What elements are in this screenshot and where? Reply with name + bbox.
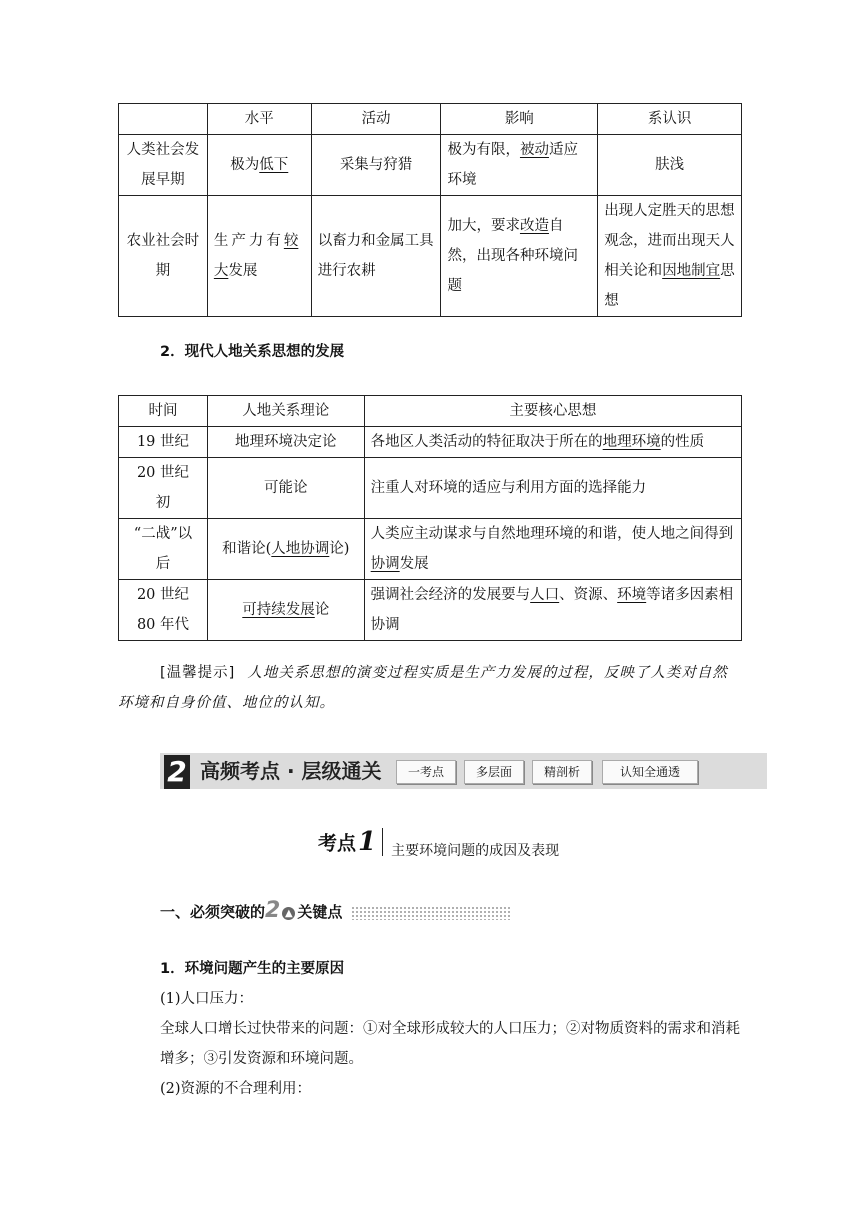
table-human-land-ancient bbox=[118, 103, 742, 317]
table-cell: 肤浅 bbox=[598, 135, 742, 196]
cell-text: 人类应主动谋求与自然地理环境的和谐，使人地之间得到 bbox=[370, 526, 734, 542]
underlined-text: 较大 bbox=[213, 233, 299, 279]
table-cell: 20 世纪初 bbox=[119, 458, 208, 519]
keypoints-prefix: 一、必须突破的 bbox=[160, 903, 266, 921]
table-cell: 农业社会时期 bbox=[119, 196, 208, 317]
table-header-cell: 主要核心思想 bbox=[364, 396, 741, 427]
kaodian-number: 1 bbox=[358, 827, 377, 857]
cell-text: 自然，出现各种环境问题 bbox=[447, 218, 578, 294]
kaodian-divider bbox=[382, 828, 383, 856]
table-cell: 可能论 bbox=[207, 458, 364, 519]
table-cell bbox=[364, 427, 741, 458]
underlined-text: 人口 bbox=[530, 587, 560, 603]
table-header-row bbox=[119, 104, 742, 135]
cell-text: 论 bbox=[314, 602, 330, 618]
cell-text: 发展 bbox=[399, 556, 429, 572]
table-modern-theories bbox=[118, 395, 742, 641]
banner-tag: 一考点 bbox=[396, 760, 456, 784]
table-cell bbox=[207, 580, 364, 641]
cell-text: 极为有限， bbox=[447, 142, 520, 158]
banner-tag: 多层面 bbox=[464, 760, 524, 784]
tip-paragraph bbox=[118, 658, 742, 718]
table-cell: 人类社会发展早期 bbox=[119, 135, 208, 196]
table-header-cell: 人地关系理论 bbox=[207, 396, 364, 427]
table-header-cell: 水平 bbox=[207, 104, 311, 135]
banner-title: 高频考点 · 层级通关 bbox=[200, 759, 382, 783]
cell-text: 等诸多因素相协调 bbox=[370, 587, 734, 633]
underlined-text: 地理环境 bbox=[602, 434, 661, 450]
section-heading: 2．现代人地关系思想的发展 bbox=[160, 344, 345, 360]
underlined-text: 被动 bbox=[519, 142, 549, 158]
table-cell: “二战”以后 bbox=[119, 519, 208, 580]
cell-text: 论) bbox=[329, 541, 350, 557]
table-cell bbox=[207, 135, 311, 196]
cell-text: 发展 bbox=[228, 263, 258, 279]
underlined-text: 低下 bbox=[259, 157, 289, 173]
cell-text: 和谐论( bbox=[222, 541, 272, 557]
table-cell: 注重人对环境的适应与利用方面的选择能力 bbox=[364, 458, 741, 519]
paragraph: (1)人口压力： bbox=[160, 991, 254, 1007]
banner-tag: 认知全通透 bbox=[602, 760, 698, 784]
table-cell: 采集与狩猎 bbox=[311, 135, 441, 196]
table-cell bbox=[441, 196, 598, 317]
cell-text: 强调社会经济的发展要与 bbox=[370, 587, 531, 603]
kaodian-heading bbox=[318, 827, 559, 861]
cell-text: 、资源、 bbox=[559, 587, 618, 603]
tip-label: [温馨提示] bbox=[160, 665, 236, 681]
underlined-text: 可持续发展 bbox=[242, 602, 315, 618]
body-content bbox=[160, 954, 742, 1104]
keypoints-number: 2 bbox=[265, 898, 281, 923]
table-cell: 以畜力和金属工具进行农耕 bbox=[311, 196, 441, 317]
table-row bbox=[119, 196, 742, 317]
subheading: 1．环境问题产生的主要原因 bbox=[160, 961, 345, 977]
cell-text: 极为 bbox=[230, 157, 260, 173]
cell-text: 思想 bbox=[604, 263, 735, 309]
table-cell bbox=[364, 580, 741, 641]
banner-number-badge: 2 bbox=[164, 755, 190, 789]
table-cell: 19 世纪 bbox=[119, 427, 208, 458]
underlined-text: 人地协调 bbox=[271, 541, 330, 557]
table-cell: 地理环境决定论 bbox=[207, 427, 364, 458]
kaodian-label: 考点 bbox=[318, 832, 357, 855]
table-row bbox=[119, 458, 742, 519]
underlined-text: 改造 bbox=[519, 218, 549, 234]
cell-text: 的性质 bbox=[660, 434, 705, 450]
keypoints-heading bbox=[160, 898, 511, 924]
table-row bbox=[119, 580, 742, 641]
tip-text: 人地关系思想的演变过程实质是生产力发展的过程，反映了人类对自然环境和自身价值、地位的认知。 bbox=[118, 665, 728, 711]
keypoints-suffix: 关键点 bbox=[297, 903, 343, 921]
underlined-text: 因地制宜 bbox=[662, 263, 721, 279]
banner-tag: 精剖析 bbox=[532, 760, 592, 784]
cell-text: 出现人定胜天的思想观念，进而出现天人相关论和 bbox=[604, 203, 735, 279]
cell-text: 生产力有 bbox=[213, 233, 284, 249]
section-banner bbox=[160, 753, 767, 789]
table-header-cell: 时间 bbox=[119, 396, 208, 427]
arrow-up-icon: ▲ bbox=[282, 907, 295, 920]
table-row bbox=[119, 135, 742, 196]
underlined-text: 协调 bbox=[370, 556, 400, 572]
table-header-cell: 活动 bbox=[311, 104, 441, 135]
table-cell bbox=[364, 519, 741, 580]
table-cell: 20 世纪 80 年代 bbox=[119, 580, 208, 641]
table-header-row bbox=[119, 396, 742, 427]
cell-text: 适应环境 bbox=[447, 142, 578, 188]
paragraph: 全球人口增长过快带来的问题：①对全球形成较大的人口压力；②对物质资料的需求和消耗增多；③引发资源和环境问题。 bbox=[160, 1021, 740, 1067]
table-cell bbox=[207, 519, 364, 580]
table-header-cell: 系认识 bbox=[598, 104, 742, 135]
cell-text: 各地区人类活动的特征取决于所在的 bbox=[370, 434, 603, 450]
table-header-cell: 影响 bbox=[441, 104, 598, 135]
underlined-text: 环境 bbox=[617, 587, 647, 603]
kaodian-title: 主要环境问题的成因及表现 bbox=[391, 843, 560, 859]
table-row bbox=[119, 427, 742, 458]
cell-text: 加大，要求 bbox=[447, 218, 520, 234]
paragraph: (2)资源的不合理利用： bbox=[160, 1081, 312, 1097]
table-cell bbox=[207, 196, 311, 317]
table-row bbox=[119, 519, 742, 580]
dotted-rule bbox=[351, 906, 511, 920]
table-cell bbox=[598, 196, 742, 317]
table-cell bbox=[441, 135, 598, 196]
table-header-cell bbox=[119, 104, 208, 135]
